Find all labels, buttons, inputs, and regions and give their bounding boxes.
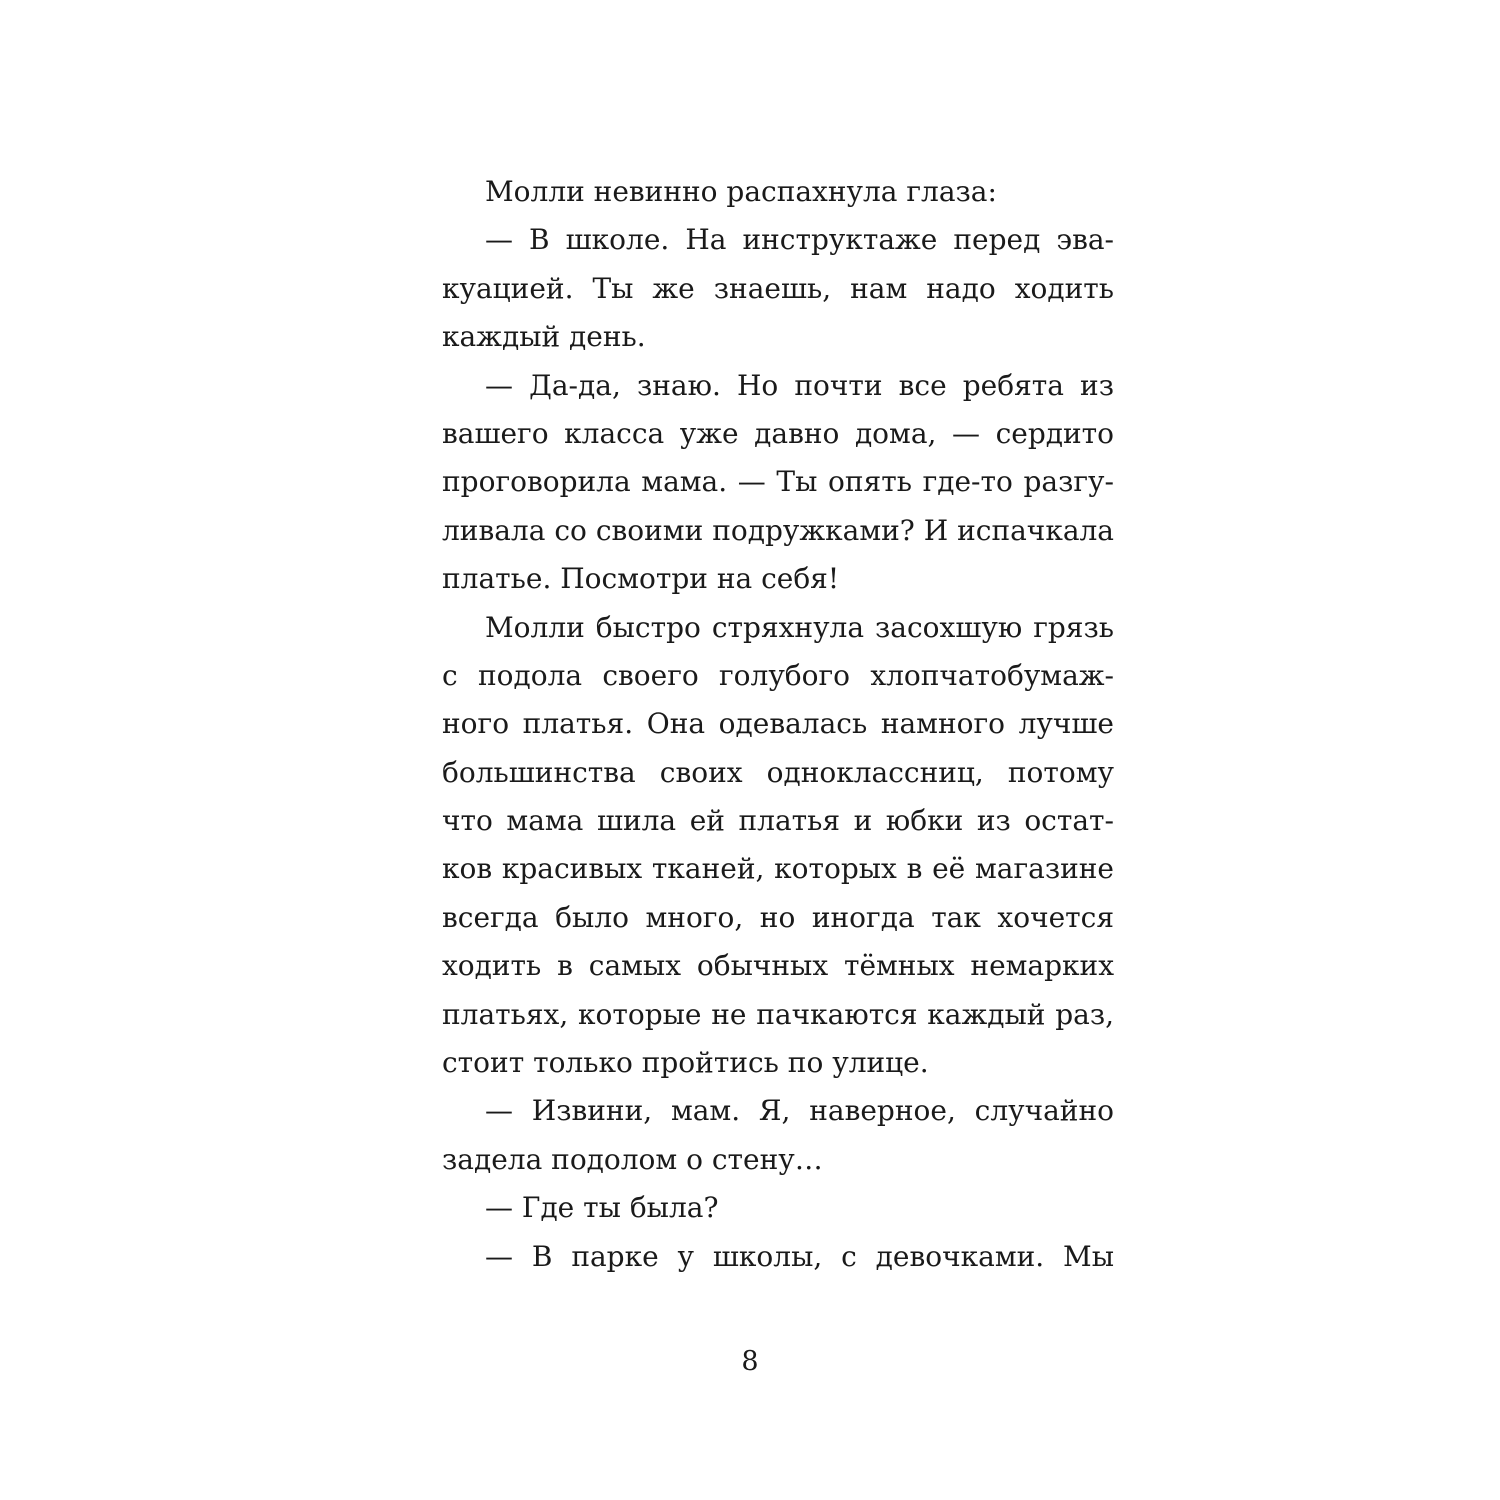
text-line: — Извини, мам. Я, наверное, случайно [485,1094,1114,1128]
text-line: каждый день. [442,320,646,354]
text-line: куацией. Ты же знаешь, нам надо ходить [442,271,1114,305]
text-line: ходить в самых обычных тёмных немарких [442,949,1114,983]
text-line: стоит только пройтись по улице. [442,1046,929,1080]
text-line: проговорила мама. — Ты опять где-то разгу- [442,465,1114,499]
text-line: большинства своих одноклассниц, потому [442,755,1114,789]
text-line: платье. Посмотри на себя! [442,562,840,596]
page-number: 8 [741,1346,759,1377]
text-line: — В школе. На инструктаже перед эва- [485,223,1114,257]
text-line: ков красивых тканей, которых в её магазине [442,852,1114,886]
text-line: платьях, которые не пачкаются каждый раз, [442,997,1114,1031]
text-line: задела подолом о стену… [442,1142,823,1176]
text-line: ливала со своими подружками? И испачкала [442,513,1114,547]
text-line: Молли быстро стряхнула засохшую грязь [485,610,1114,644]
text-line: ного платья. Она одевалась намного лучше [442,707,1114,741]
body-text [442,168,1114,1281]
text-line: с подола своего голубого хлопчатобумаж- [442,658,1114,692]
text-line: — Где ты была? [485,1191,719,1225]
text-line: — В парке у школы, с девочками. Мы [485,1239,1114,1273]
text-line: — Да-да, знаю. Но почти все ребята из [485,368,1114,402]
text-line: Молли невинно распахнула глаза: [485,175,997,208]
text-line: вашего класса уже давно дома, — сердито [442,416,1114,450]
text-line: всегда было много, но иногда так хочется [442,900,1114,934]
text-line: что мама шила ей платья и юбки из остат- [442,804,1114,838]
